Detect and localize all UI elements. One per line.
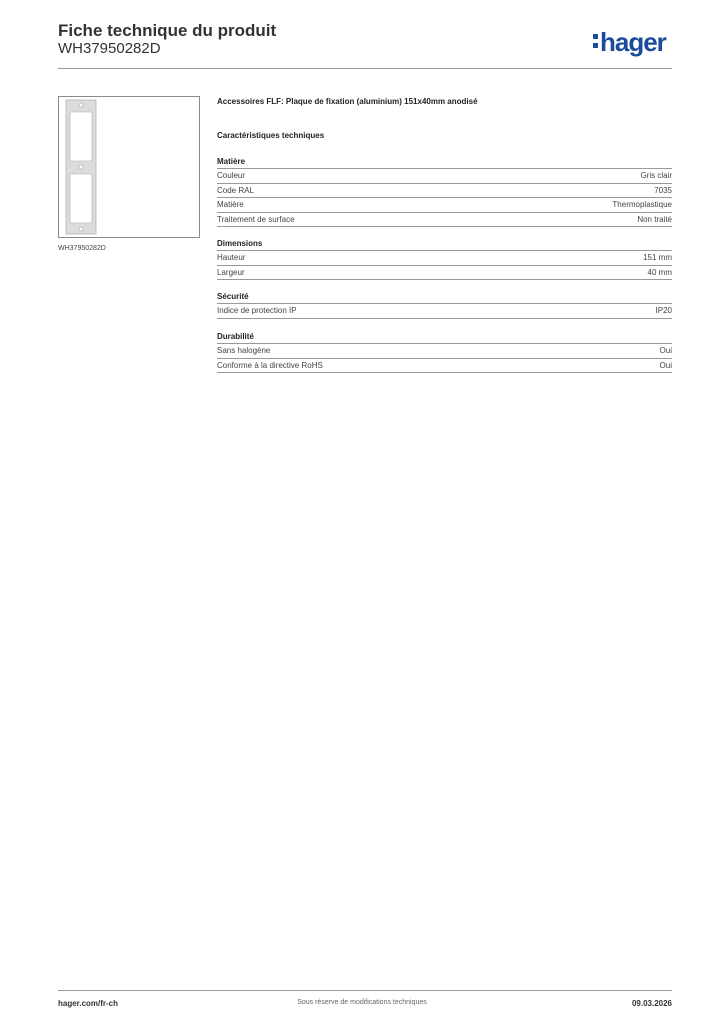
- section-title: Durabilité: [217, 330, 672, 344]
- mounting-plate-icon: [59, 97, 199, 237]
- spec-row: [217, 184, 672, 199]
- spec-value: Thermoplastique: [612, 200, 672, 209]
- spec-value: Non traité: [637, 214, 672, 224]
- page-title: Fiche technique du produit: [58, 21, 277, 40]
- section-securite: [217, 290, 672, 319]
- spec-label: Hauteur: [217, 253, 246, 262]
- spec-row: [217, 266, 672, 281]
- spec-value: 151 mm: [643, 253, 672, 262]
- spec-row: [217, 344, 672, 359]
- section-durabilite: [217, 330, 672, 373]
- footer-date: 09.03.2026: [631, 999, 672, 1008]
- hager-logo: [593, 28, 666, 56]
- spec-value: Oui: [659, 360, 672, 370]
- characteristics-heading: Caractéristiques techniques: [217, 131, 325, 140]
- product-reference: WH37950282D: [58, 40, 161, 57]
- header-divider: [58, 68, 672, 69]
- footer-notice: Sous réserve de modifications techniques: [297, 999, 427, 1006]
- spec-row: [217, 213, 672, 228]
- footer-website-link[interactable]: hager.com/fr-ch: [58, 999, 119, 1008]
- product-description: Accessoires FLF: Plaque de fixation (aluminium) 151x40mm anodisé: [217, 97, 478, 106]
- spec-label: Largeur: [217, 267, 245, 277]
- spec-label: Indice de protection IP: [217, 306, 297, 315]
- spec-value: Oui: [659, 346, 672, 355]
- spec-label: Traitement de surface: [217, 214, 295, 224]
- spec-label: Couleur: [217, 171, 246, 180]
- spec-row: [217, 359, 672, 374]
- spec-label: Matière: [217, 200, 244, 209]
- section-title: Dimensions: [217, 237, 672, 251]
- logo-dots-icon: [593, 34, 599, 50]
- section-dimensions: [217, 237, 672, 280]
- spec-row: [217, 251, 672, 266]
- footer-divider: [58, 990, 672, 991]
- spec-value: IP20: [655, 306, 672, 315]
- spec-row: [217, 169, 672, 184]
- section-title: Matière: [217, 155, 672, 169]
- spec-row: [217, 198, 672, 213]
- spec-row: [217, 304, 672, 319]
- spec-value: Gris clair: [640, 171, 672, 180]
- spec-value: 40 mm: [647, 267, 672, 277]
- spec-label: Conforme à la directive RoHS: [217, 360, 323, 370]
- section-title: Sécurité: [217, 290, 672, 304]
- image-caption: WH37950282D: [58, 245, 106, 252]
- spec-value: 7035: [654, 185, 672, 195]
- product-image: [58, 96, 200, 238]
- spec-label: Code RAL: [217, 185, 254, 195]
- logo-text: hager: [600, 27, 666, 57]
- spec-label: Sans halogène: [217, 346, 271, 355]
- section-matiere: [217, 155, 672, 227]
